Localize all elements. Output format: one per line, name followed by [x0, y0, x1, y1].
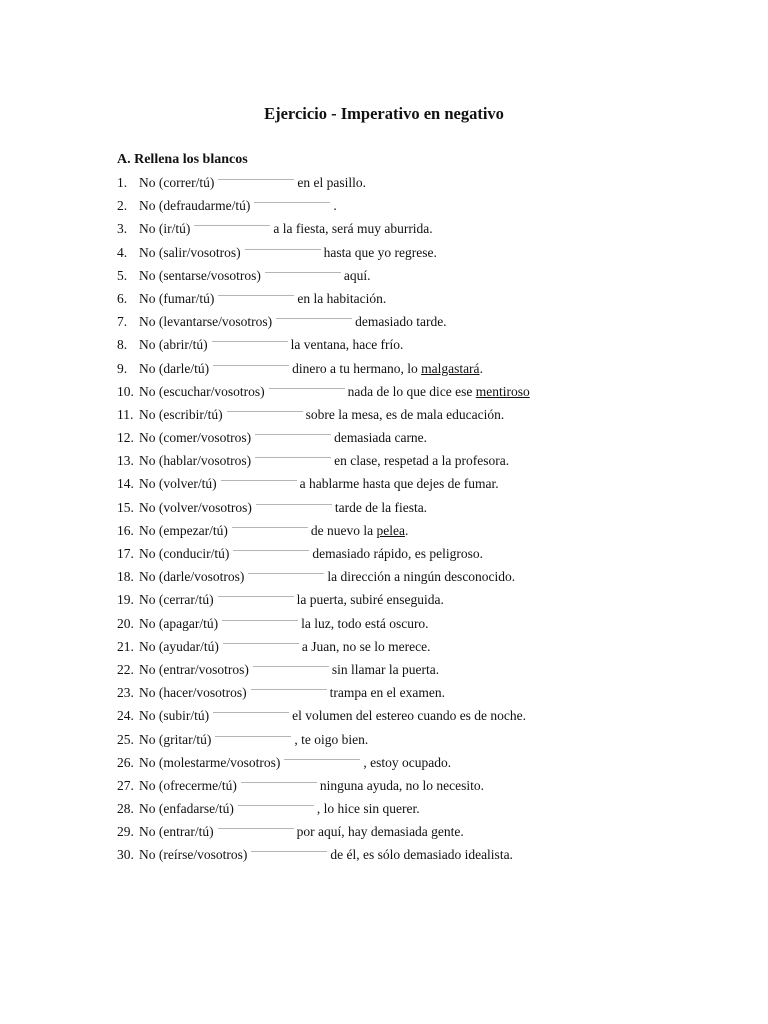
exercise-item: [117, 174, 530, 197]
exercise-item: [117, 220, 530, 243]
item-number: 18.: [117, 569, 134, 585]
item-number: 25.: [117, 731, 134, 747]
answer-blank[interactable]: [253, 666, 329, 668]
answer-blank[interactable]: [265, 272, 341, 274]
sentence-rest: a Juan, no se lo merece.: [301, 638, 431, 654]
answer-blank[interactable]: [251, 851, 327, 853]
verb-cue: No (ir/tú): [139, 221, 191, 237]
answer-blank[interactable]: [248, 573, 324, 575]
verb-cue: No (ayudar/tú): [139, 638, 219, 654]
item-number: 3.: [117, 221, 128, 237]
exercise-item: [117, 452, 530, 475]
exercise-item: [117, 360, 530, 383]
answer-blank[interactable]: [254, 202, 330, 204]
exercise-list: [117, 174, 530, 870]
item-number: 30.: [117, 847, 134, 863]
item-number: 21.: [117, 638, 134, 654]
exercise-item: [117, 800, 530, 823]
sentence-rest: demasiado tarde.: [355, 314, 447, 330]
answer-blank[interactable]: [218, 596, 294, 598]
sentence-rest: aquí.: [343, 267, 371, 283]
answer-blank[interactable]: [241, 782, 317, 784]
verb-cue: No (empezar/tú): [139, 522, 228, 538]
verb-cue: No (fumar/tú): [139, 290, 215, 306]
item-number: 9.: [117, 360, 128, 376]
underlined-word: mentiroso: [475, 383, 530, 399]
exercise-item: [117, 475, 530, 498]
answer-blank[interactable]: [212, 341, 288, 343]
sentence-rest: , lo hice sin querer.: [316, 801, 420, 817]
sentence-rest: el volumen del estereo cuando es de noche.: [292, 708, 527, 724]
exercise-item: [117, 499, 530, 522]
item-number: 10.: [117, 383, 134, 399]
exercise-item: [117, 823, 530, 846]
verb-cue: No (comer/vosotros): [139, 430, 252, 446]
item-number: 2.: [117, 198, 128, 214]
sentence-rest: por aquí, hay demasiada gente.: [296, 824, 464, 840]
item-number: 28.: [117, 801, 134, 817]
answer-blank[interactable]: [238, 805, 314, 807]
verb-cue: No (conducir/tú): [139, 546, 230, 561]
item-number: 24.: [117, 708, 134, 724]
verb-cue: No (escribir/tú): [139, 406, 223, 422]
verb-cue: No (levantarse/vosotros): [139, 314, 273, 330]
answer-blank[interactable]: [194, 225, 270, 227]
answer-blank[interactable]: [255, 434, 331, 436]
verb-cue: No (apagar/tú): [139, 615, 219, 631]
verb-cue: No (hacer/vosotros): [139, 685, 247, 701]
sentence-rest: demasiada carne.: [334, 430, 428, 446]
item-number: 16.: [117, 522, 134, 538]
answer-blank[interactable]: [232, 527, 308, 529]
answer-blank[interactable]: [222, 620, 298, 622]
exercise-item: [117, 429, 530, 452]
sentence-rest: trampa en el examen.: [329, 685, 446, 701]
answer-blank[interactable]: [213, 365, 289, 367]
sentence-rest: en clase, respetad a la profesora.: [334, 453, 510, 469]
sentence-rest: tarde de la fiesta.: [334, 499, 428, 515]
sentence-rest: ninguna ayuda, no lo necesito.: [319, 777, 485, 793]
exercise-item: [117, 754, 530, 777]
exercise-item: [117, 197, 530, 220]
exercise-item: [117, 615, 530, 638]
exercise-item: [117, 684, 530, 707]
underlined-word: malgastará: [421, 360, 480, 376]
item-number: 27.: [117, 777, 134, 793]
sentence-rest: la puerta, subiré enseguida.: [296, 592, 444, 608]
answer-blank[interactable]: [276, 318, 352, 320]
answer-blank[interactable]: [245, 249, 321, 251]
sentence-rest: hasta que yo regrese.: [323, 244, 437, 260]
exercise-item: [117, 406, 530, 429]
sentence-rest: a hablarme hasta que dejes de fumar.: [299, 476, 499, 492]
answer-blank[interactable]: [223, 643, 299, 645]
exercise-item: [117, 313, 530, 336]
sentence-rest: sin llamar la puerta.: [331, 661, 440, 677]
answer-blank[interactable]: [221, 480, 297, 482]
item-number: 29.: [117, 824, 134, 840]
exercise-item: [117, 846, 530, 869]
verb-cue: No (hablar/vosotros): [139, 453, 252, 469]
sentence-rest: .: [333, 198, 337, 214]
verb-cue: No (abrir/tú): [139, 337, 208, 353]
item-number: 12.: [117, 430, 134, 446]
item-number: 26.: [117, 754, 134, 770]
exercise-item: [117, 568, 530, 591]
verb-cue: No (darle/vosotros): [139, 569, 245, 585]
sentence-tail: .: [404, 522, 409, 538]
answer-blank[interactable]: [218, 179, 294, 181]
sentence-rest: la dirección a ningún desconocido.: [327, 569, 516, 585]
verb-cue: No (volver/tú): [139, 476, 217, 492]
answer-blank[interactable]: [227, 411, 303, 413]
item-number: 4.: [117, 244, 128, 260]
item-number: 13.: [117, 453, 134, 469]
verb-cue: No (entrar/tú): [139, 824, 214, 840]
item-number: 8.: [117, 337, 128, 353]
verb-cue: No (gritar/tú): [139, 731, 212, 747]
page-title: Ejercicio - Imperativo en negativo: [264, 104, 504, 123]
item-number: 6.: [117, 290, 128, 306]
verb-cue: No (cerrar/tú): [139, 592, 214, 608]
sentence-rest: de él, es sólo demasiado idealista.: [330, 847, 513, 863]
exercise-item: [117, 336, 530, 359]
item-number: 17.: [117, 546, 134, 561]
item-number: 22.: [117, 661, 134, 677]
sentence-rest: demasiado rápido, es peligroso.: [312, 546, 483, 561]
verb-cue: No (salir/vosotros): [139, 244, 241, 260]
verb-cue: No (reírse/vosotros): [139, 847, 248, 863]
sentence-rest: dinero a tu hermano, lo: [292, 360, 422, 376]
verb-cue: No (defraudarme/tú): [139, 198, 251, 214]
exercise-item: [117, 244, 530, 267]
exercise-item: [117, 777, 530, 800]
item-number: 7.: [117, 314, 128, 330]
verb-cue: No (entrar/vosotros): [139, 661, 249, 677]
exercise-item: [117, 267, 530, 290]
item-number: 11.: [117, 406, 134, 422]
item-number: 23.: [117, 685, 134, 701]
sentence-rest: nada de lo que dice ese: [347, 383, 476, 399]
sentence-rest: en el pasillo.: [297, 175, 366, 190]
sentence-rest: la luz, todo está oscuro.: [301, 615, 429, 631]
answer-blank[interactable]: [255, 457, 331, 459]
answer-blank[interactable]: [256, 504, 332, 506]
exercise-item: [117, 661, 530, 684]
exercise-item: [117, 383, 530, 406]
verb-cue: No (escuchar/vosotros): [139, 383, 265, 399]
underlined-word: pelea: [376, 522, 405, 538]
verb-cue: No (subir/tú): [139, 708, 210, 724]
item-number: 5.: [117, 267, 128, 283]
verb-cue: No (ofrecerme/tú): [139, 777, 237, 793]
sentence-rest: de nuevo la: [310, 522, 377, 538]
answer-blank[interactable]: [251, 689, 327, 691]
item-number: 19.: [117, 592, 134, 608]
sentence-rest: en la habitación.: [297, 290, 387, 306]
verb-cue: No (darle/tú): [139, 360, 210, 376]
item-number: 20.: [117, 615, 134, 631]
exercise-item: [117, 638, 530, 661]
answer-blank[interactable]: [284, 759, 360, 761]
answer-blank[interactable]: [215, 736, 291, 738]
verb-cue: No (enfadarse/tú): [139, 801, 234, 817]
exercise-item: [117, 545, 530, 568]
sentence-rest: la ventana, hace frío.: [290, 337, 404, 353]
sentence-rest: , te oigo bien.: [294, 731, 369, 747]
exercise-item: [117, 591, 530, 614]
exercise-item: [117, 290, 530, 313]
section-heading: A. Rellena los blancos: [117, 152, 248, 167]
exercise-item: [117, 731, 530, 754]
exercise-item: [117, 707, 530, 730]
answer-blank[interactable]: [233, 550, 309, 552]
sentence-rest: , estoy ocupado.: [363, 754, 452, 770]
exercise-item: [117, 522, 530, 545]
answer-blank[interactable]: [269, 388, 345, 390]
verb-cue: No (molestarme/vosotros): [139, 754, 281, 770]
item-number: 1.: [117, 175, 128, 190]
sentence-tail: .: [479, 360, 483, 376]
sentence-rest: sobre la mesa, es de mala educación.: [305, 406, 505, 422]
sentence-rest: a la fiesta, será muy aburrida.: [273, 221, 433, 237]
item-number: 15.: [117, 499, 134, 515]
verb-cue: No (volver/vosotros): [139, 499, 252, 515]
answer-blank[interactable]: [218, 828, 294, 830]
verb-cue: No (sentarse/vosotros): [139, 267, 261, 283]
answer-blank[interactable]: [218, 295, 294, 297]
answer-blank[interactable]: [213, 712, 289, 714]
verb-cue: No (correr/tú): [139, 175, 215, 190]
item-number: 14.: [117, 476, 134, 492]
